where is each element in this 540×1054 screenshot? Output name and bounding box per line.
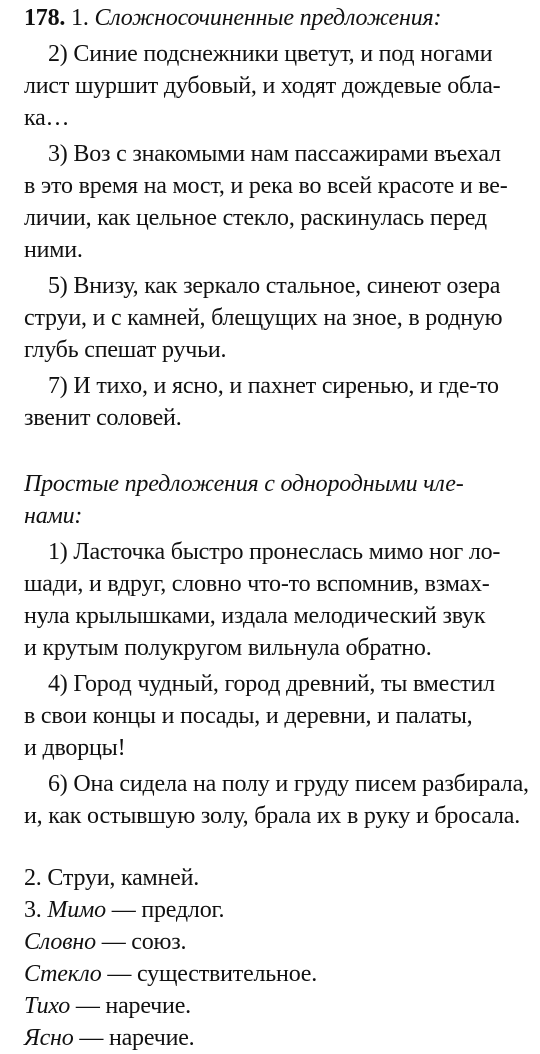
simple-heading-line-2: нами: xyxy=(24,503,83,529)
analysis-pos: — существительное. xyxy=(101,961,318,987)
compound-3-line-4: ними. xyxy=(24,237,83,263)
analysis-line-4 xyxy=(24,990,530,1022)
analysis-word: Тихо xyxy=(24,993,71,1019)
part1-label: 1. xyxy=(71,5,89,31)
simple-4-line-3: и дворцы! xyxy=(24,735,126,761)
compound-3-line-3: личии, как цельное стекло, раскинулась перед xyxy=(24,205,487,231)
simple-6-line-1: 6) Она сидела на полу и груду писем разбирала, xyxy=(48,771,529,797)
exercise-header xyxy=(24,2,530,34)
simple-heading-line-1: Простые предложения с однородными чле- xyxy=(24,471,464,497)
simple-1-line-1: 1) Ласточка быстро пронеслась мимо ног ло- xyxy=(48,539,501,565)
simple-4-line-1: 4) Город чудный, город древний, ты вместил xyxy=(48,671,495,697)
analysis-word: Стекло xyxy=(24,961,102,987)
analysis-line-2 xyxy=(24,926,530,958)
analysis-word: Мимо xyxy=(47,897,106,923)
compound-7-line-2: звенит соловей. xyxy=(24,405,182,431)
compound-5-line-3: глубь спешат ручьи. xyxy=(24,337,227,363)
analysis-word: Ясно xyxy=(24,1025,74,1051)
simple-6-line-2: и, как остывшую золу, брала их в руку и бросала. xyxy=(24,803,521,829)
analysis-word: Словно xyxy=(24,929,96,955)
analysis-line-3 xyxy=(24,958,530,990)
analysis-line-5 xyxy=(24,1022,530,1054)
compound-2-line-3: ка… xyxy=(24,105,70,131)
part2-answer: 2. Струи, камней. xyxy=(24,865,200,891)
part1-heading: Сложносочиненные предложения: xyxy=(94,5,442,31)
compound-2-line-2: лист шуршит дубовый, и ходят дождевые обла- xyxy=(24,73,501,99)
compound-3-line-1: 3) Воз с знакомыми нам пассажирами въехал xyxy=(48,141,501,167)
simple-1-line-4: и крутым полукругом вильнула обратно. xyxy=(24,635,432,661)
compound-5-line-2: струи, и с камней, блещущих на зное, в родную xyxy=(24,305,503,331)
simple-1-line-2: шади, и вдруг, словно что-то вспомнив, взмах- xyxy=(24,571,490,597)
analysis-pos: — наречие. xyxy=(70,993,191,1019)
analysis-pos: — предлог. xyxy=(105,897,225,923)
part3-label: 3. xyxy=(24,897,42,923)
analysis-line-1 xyxy=(24,894,530,926)
analysis-pos: — союз. xyxy=(95,929,187,955)
analysis-pos: — наречие. xyxy=(73,1025,195,1051)
simple-1-line-3: нула крылышками, издала мелодический звук xyxy=(24,603,486,629)
compound-3-line-2: в это время на мост, и река во всей красоте и ве- xyxy=(24,173,508,199)
compound-7-line-1: 7) И тихо, и ясно, и пахнет сиренью, и где-то xyxy=(48,373,499,399)
simple-4-line-2: в свои концы и посады, и деревни, и палаты, xyxy=(24,703,473,729)
compound-5-line-1: 5) Внизу, как зеркало стальное, синеют озера xyxy=(48,273,501,299)
compound-2-line-1: 2) Синие подснежники цветут, и под ногами xyxy=(48,41,493,67)
exercise-number: 178. xyxy=(24,5,66,31)
